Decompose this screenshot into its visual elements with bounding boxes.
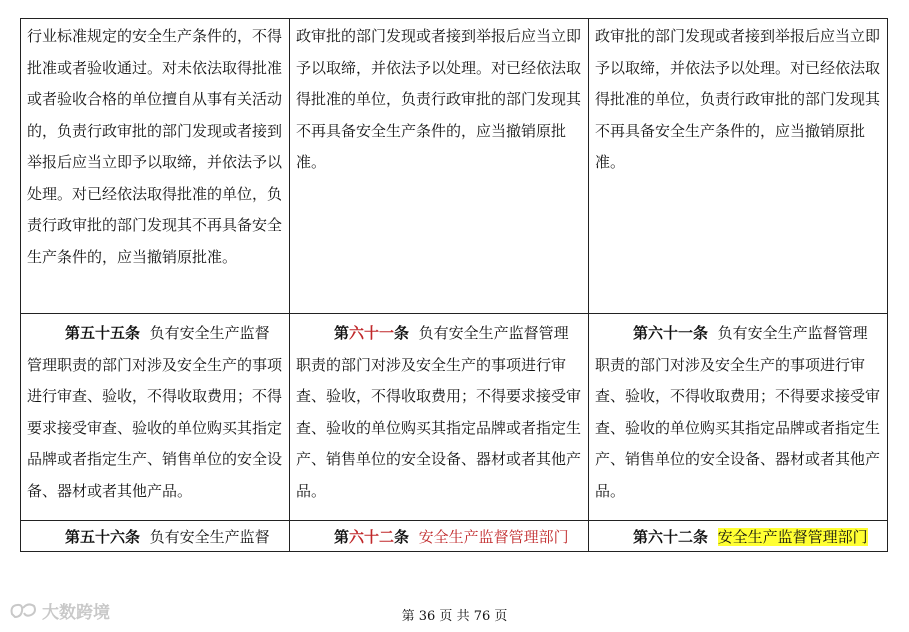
clause-text: 负有安全生产监督 xyxy=(149,528,270,546)
article-number: 第五十五条 xyxy=(65,324,141,342)
clause-text: 负有安全生产监督管理职责的部门对涉及安全生产的事项进行审查、验收，不得收取费用；不得要求接受审查、验收的单位购买其指定品牌或者指定生产、销售单位的安全设备、器材或者其他产品。 xyxy=(27,324,283,500)
table-cell xyxy=(21,314,290,521)
clause-text: 负有安全生产监督管理职责的部门对涉及安全生产的事项进行审查、验收，不得收取费用；不得要求接受审查、验收的单位购买其指定品牌或者指定生产、销售单位的安全设备、器材或者其他产品。 xyxy=(595,324,881,500)
table-cell xyxy=(589,19,888,314)
page-number: 第 36 页 共 76 页 xyxy=(401,609,508,624)
table-cell xyxy=(290,19,589,314)
amended-article-number: 六十二 xyxy=(349,528,395,546)
highlighted-clause-text: 安全生产监督管理部门 xyxy=(717,528,868,546)
article-number: 第五十六条 xyxy=(65,528,141,546)
table-cell xyxy=(21,521,290,552)
article-number: 第六十一条 xyxy=(633,324,709,342)
article-number: 第六十二条 xyxy=(633,528,709,546)
table-cell xyxy=(589,314,888,521)
article-number: 第六十一条 xyxy=(334,324,410,342)
clause-text: 行业标准规定的安全生产条件的，不得批准或者验收通过。对未依法取得批准或者验收合格的单位擅自从事有关活动的，负责行政审批的部门发现或者接到举报后应当立即予以取缔，并依法予以处理。对已经依法取得批准的单位，负责行政审批的部门发现其不再具备安全生产条件的，应当撤销原批准。 xyxy=(27,27,283,266)
clause-text: 政审批的部门发现或者接到举报后应当立即予以取缔，并依法予以处理。对已经依法取得批准的单位，负责行政审批的部门发现其不再具备安全生产条件的，应当撤销原批准。 xyxy=(595,27,881,171)
law-comparison-table xyxy=(20,18,888,552)
clause-text: 政审批的部门发现或者接到举报后应当立即予以取缔，并依法予以处理。对已经依法取得批准的单位，负责行政审批的部门发现其不再具备安全生产条件的，应当撤销原批准。 xyxy=(296,27,582,171)
amended-clause-text: 安全生产监督管理部门 xyxy=(418,528,569,546)
article-number: 第六十二条 xyxy=(334,528,410,546)
table-cell xyxy=(21,19,290,314)
table-cell xyxy=(589,521,888,552)
watermark-text: 大数跨境 xyxy=(42,603,110,623)
amended-article-number: 六十一 xyxy=(349,324,395,342)
clause-text: 负有安全生产监督管理职责的部门对涉及安全生产的事项进行审查、验收，不得收取费用；不得要求接受审查、验收的单位购买其指定品牌或者指定生产、销售单位的安全设备、器材或者其他产品。 xyxy=(296,324,582,500)
table-cell xyxy=(290,521,589,552)
table-cell xyxy=(290,314,589,521)
table-row xyxy=(21,19,888,314)
table-row xyxy=(21,314,888,521)
table-row xyxy=(21,521,888,552)
